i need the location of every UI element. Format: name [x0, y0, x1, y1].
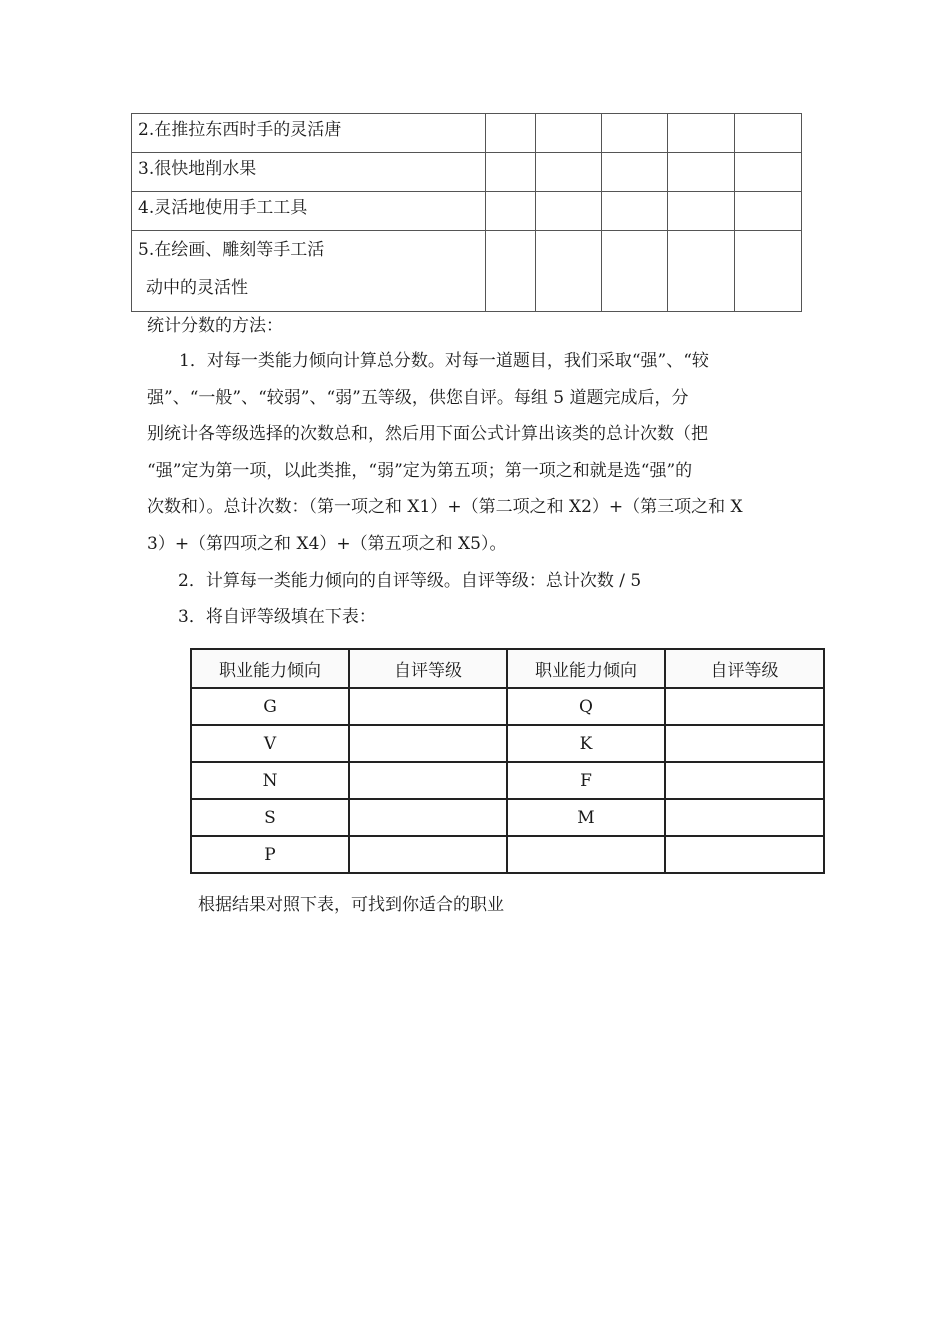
table-row	[191, 725, 824, 762]
rating-cell[interactable]	[668, 114, 735, 153]
rating-cell[interactable]	[536, 231, 602, 312]
aptitude-code: N	[191, 762, 349, 799]
rating-cell[interactable]	[536, 192, 602, 231]
rating-cell[interactable]	[602, 153, 668, 192]
grade-cell[interactable]	[349, 836, 507, 873]
aptitude-code: F	[507, 762, 665, 799]
grade-cell[interactable]	[665, 836, 824, 873]
rating-cell[interactable]	[668, 153, 735, 192]
grade-cell[interactable]	[349, 799, 507, 836]
aptitude-code: K	[507, 725, 665, 762]
grade-cell[interactable]	[349, 725, 507, 762]
rating-cell[interactable]	[536, 153, 602, 192]
aptitude-code: S	[191, 799, 349, 836]
step1-line: 强”、“一般”、“较弱”、“弱”五等级，供您自评。每组 5 道题完成后，分	[147, 387, 689, 408]
rating-item-label: 3.很快地削水果	[132, 153, 486, 192]
rating-cell[interactable]	[486, 114, 536, 153]
aptitude-code: M	[507, 799, 665, 836]
rating-item-label: 2.在推拉东西时手的灵活唐	[132, 114, 486, 153]
rating-cell[interactable]	[602, 192, 668, 231]
table-row	[191, 836, 824, 873]
grade-cell[interactable]	[665, 799, 824, 836]
table-row	[132, 192, 802, 231]
column-header: 职业能力倾向	[191, 649, 349, 688]
aptitude-code: Q	[507, 688, 665, 725]
column-header: 自评等级	[665, 649, 824, 688]
grade-table-header	[191, 649, 824, 688]
grade-cell[interactable]	[349, 762, 507, 799]
rating-cell[interactable]	[602, 114, 668, 153]
grade-cell[interactable]	[665, 725, 824, 762]
rating-cell[interactable]	[668, 192, 735, 231]
table-row	[191, 762, 824, 799]
step1-line: 次数和）。总计次数：（第一项之和 X1）+（第二项之和 X2）+（第三项之和 X	[147, 497, 743, 517]
aptitude-code	[507, 836, 665, 873]
aptitude-code: V	[191, 725, 349, 762]
rating-item-label: 5.在绘画、雕刻等手工活 动中的灵活性	[132, 231, 486, 312]
method-step2: 2．计算每一类能力倾向的自评等级。自评等级：总计次数 / 5	[178, 571, 642, 591]
step1-line: 1．对每一类能力倾向计算总分数。对每一道题目，我们采取“强”、“较	[179, 351, 709, 371]
rating-item-label: 4.灵活地使用手工工具	[132, 192, 486, 231]
table-row	[191, 799, 824, 836]
rating-cell[interactable]	[536, 114, 602, 153]
grade-table	[190, 648, 825, 874]
rating-table	[131, 113, 802, 312]
column-header: 职业能力倾向	[507, 649, 665, 688]
rating-cell[interactable]	[486, 192, 536, 231]
aptitude-code: G	[191, 688, 349, 725]
rating-cell[interactable]	[602, 231, 668, 312]
table-row	[132, 153, 802, 192]
rating-cell[interactable]	[486, 153, 536, 192]
rating-cell[interactable]	[735, 114, 802, 153]
rating-cell[interactable]	[486, 231, 536, 312]
rating-cell[interactable]	[735, 153, 802, 192]
rating-cell[interactable]	[668, 231, 735, 312]
step1-line: “强”定为第一项，以此类推，“弱”定为第五项；第一项之和就是选“强”的	[147, 460, 693, 481]
table-row	[132, 114, 802, 153]
aptitude-code: P	[191, 836, 349, 873]
method-heading: 统计分数的方法：	[147, 316, 283, 336]
column-header: 自评等级	[349, 649, 507, 688]
method-step1	[147, 343, 817, 562]
step1-line: 别统计各等级选择的次数总和，然后用下面公式计算出该类的总计次数（把	[147, 424, 708, 444]
method-step3: 3．将自评等级填在下表：	[178, 607, 376, 627]
step1-line: 3）+（第四项之和 X4）+（第五项之和 X5）。	[147, 533, 507, 554]
grade-cell[interactable]	[665, 762, 824, 799]
rating-cell[interactable]	[735, 192, 802, 231]
rating-cell[interactable]	[735, 231, 802, 312]
table-row	[191, 688, 824, 725]
grade-cell[interactable]	[349, 688, 507, 725]
grade-cell[interactable]	[665, 688, 824, 725]
result-note: 根据结果对照下表，可找到你适合的职业	[198, 895, 504, 915]
table-row	[132, 231, 802, 312]
